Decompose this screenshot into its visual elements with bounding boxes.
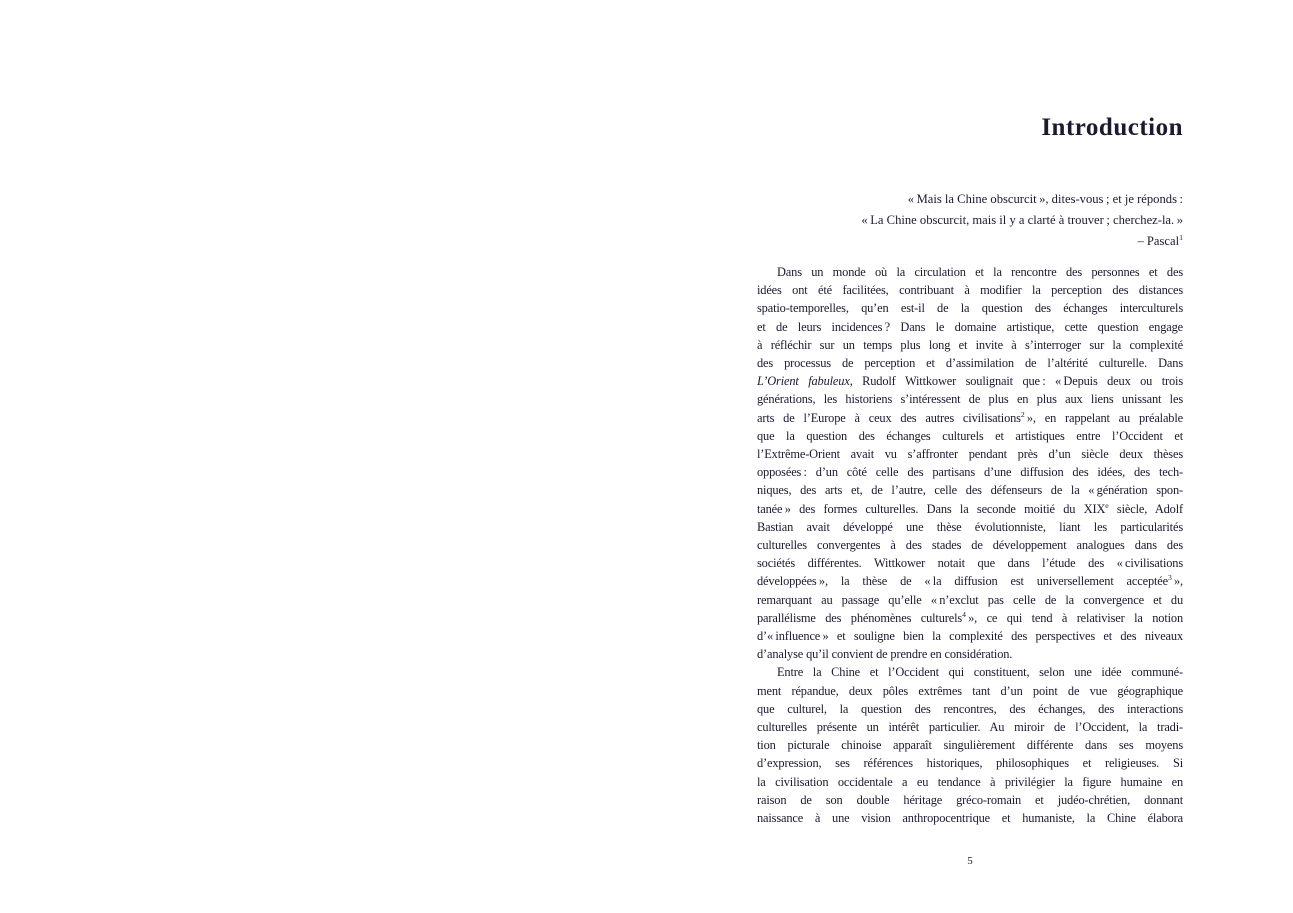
text-line: d’analyse qu’il convient de prendre en considération. [757, 647, 1013, 662]
body-text [757, 263, 1183, 827]
text-line: des processus de perception et d’assimilation de l’altérité culturelle. Dans [757, 356, 1183, 371]
text-line: tion picturale chinoise apparaît singulièrement différente dans ses moyens [757, 738, 1183, 753]
text-line: tanée » des formes culturelles. Dans la seconde moitié du XIXe siècle, Adolf [757, 500, 1183, 516]
epigraph [757, 189, 1183, 252]
text-line: opposées : d’un côté celle des partisans d’une diffusion des idées, des tech- [757, 465, 1183, 480]
page-number: 5 [967, 855, 973, 867]
text-line: – Pascal$^1$ [1137, 232, 1183, 248]
text-line: à réfléchir sur un temps plus long et invite à s’interroger sur la complexité [757, 337, 1183, 352]
text-line: idées ont été facilitées, contribuant à modifier la perception des distances [757, 283, 1183, 298]
text-line: la civilisation occidentale a eu tendance à privilégier la figure humaine en [757, 774, 1183, 789]
text-line: et de leurs incidences ? Dans le domaine artistique, cette question engage [757, 319, 1183, 334]
text-line: culturelles convergentes à des stades de développement analogues dans des [757, 538, 1183, 553]
text-line: niques, des arts et, de l’autre, celle des défenseurs de la « génération spon- [757, 483, 1183, 498]
text-line: sociétés différentes. Wittkower notait que dans l’étude des « civilisations [757, 556, 1183, 571]
text-line: l’Extrême-Orient avait vu s’affronter pendant près d’un siècle deux thèses [757, 447, 1183, 462]
text-line: L’Orient fabuleux, Rudolf Wittkower soulignait que : « Depuis deux ou trois [757, 374, 1183, 389]
text-line: ment répandue, deux pôles extrêmes tant d’un point de vue géographique [757, 683, 1183, 698]
text-line: Entre la Chine et l’Occident qui constituent, selon une idée communé- [777, 665, 1183, 680]
text-line: parallélisme des phénomènes culturels$^4$ », ce qui tend à relativiser la notion [757, 609, 1183, 625]
text-line: culturelles présente un intérêt particulier. Au miroir de l’Occident, la tradi- [757, 720, 1183, 735]
text-line: naissance à une vision anthropocentrique et humaniste, la Chine élabora [757, 811, 1183, 826]
text-line: spatio-temporelles, qu’en est-il de la question des échanges interculturels [757, 301, 1183, 316]
text-line: que culturel, la question des rencontres, des échanges, des interactions [757, 701, 1183, 716]
text-line: d’expression, ses références historiques, philosophiques et religieuses. Si [757, 756, 1183, 771]
text-line: arts de l’Europe à ceux des autres civilisations$^2$ », en rappelant au préalable [757, 409, 1183, 425]
left-page-blank [0, 0, 646, 913]
text-line: remarquant au passage qu’elle « n’exclut pas celle de la convergence et du [757, 592, 1183, 607]
text-line: développées », la thèse de « la diffusion est universellement acceptée$^3$ », [757, 573, 1183, 589]
chapter-title: Introduction [1041, 113, 1183, 141]
text-line: « La Chine obscurcit, mais il y a clarté à trouver ; cherchez-la. » [861, 213, 1183, 227]
text-line: d’« influence » et souligne bien la complexité des perspectives et des niveaux [757, 629, 1183, 644]
text-line: « Mais la Chine obscurcit », dites-vous ; et je réponds : [907, 192, 1183, 206]
text-line: Bastian avait développé une thèse évolutionniste, liant les particularités [757, 519, 1183, 534]
text-line: générations, les historiens s’intéressent de plus en plus aux liens unissant les [757, 392, 1183, 407]
text-line: que la question des échanges culturels et artistiques entre l’Occident et [757, 428, 1183, 443]
text-line: Dans un monde où la circulation et la rencontre des personnes et des [777, 265, 1183, 279]
text-line: raison de son double héritage gréco-romain et judéo-chrétien, donnant [757, 792, 1183, 807]
